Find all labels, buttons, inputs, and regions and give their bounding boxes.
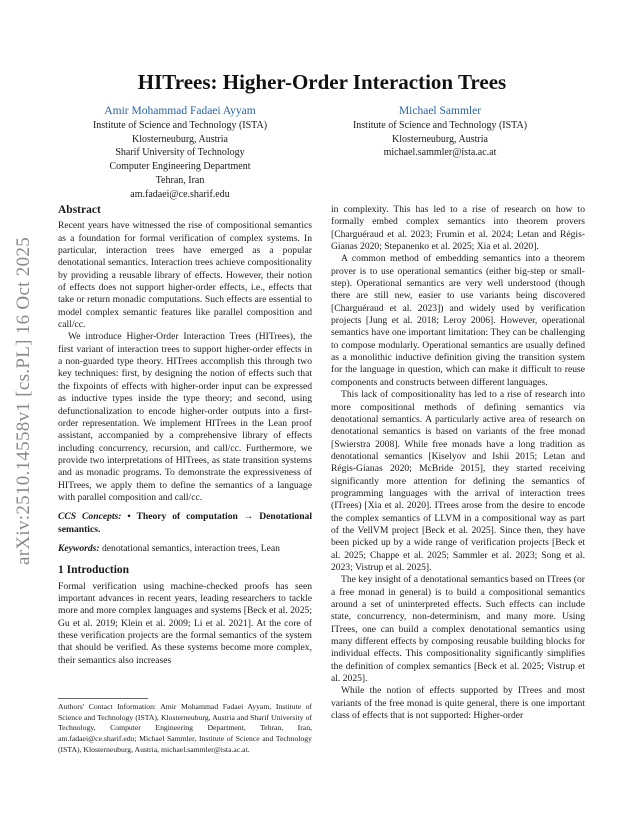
- footnote-rule: [58, 698, 148, 699]
- affiliation-line: Klosterneuburg, Austria: [132, 133, 228, 145]
- ccs-text: • Theory of computation → Denotational semantics.: [58, 511, 312, 535]
- affiliation-line: Institute of Science and Technology (ISTA): [92, 120, 268, 131]
- arxiv-sidebar: [2, 226, 46, 576]
- affiliation-line: Sharif University of Technology: [115, 147, 245, 159]
- affiliation-line: Klosterneuburg, Austria: [392, 133, 488, 145]
- ccs-concepts: [58, 511, 312, 536]
- body-paragraph: A common method of embedding semantics into a theorem prover is to use operational semantics (either big-step or small-step). Operational semantics are very well understood (though there are still new, easier to use variants being discovered [Charguéraud et al. 2023]) and widely used by verification projects [Jung et al. 2018; Leroy 2006]. However, operational semantics have one important limitation: They can be challenging to compose modularly. Operational semantics are usually defined as a monolithic inductive definition giving the transition system for the language in question, which can make it difficult to reuse components and constructs between different languages.: [331, 253, 585, 388]
- author-block-1: [80, 104, 280, 201]
- affiliation-line: Computer Engineering Department: [109, 161, 251, 173]
- right-column: [331, 204, 585, 722]
- affiliation-line: Tehran, Iran: [155, 174, 205, 186]
- body-paragraph: While the notion of effects supported by ITrees and most variants of the free monad is quite general, there is one important class of effects that is not supported: Higher-order: [331, 685, 585, 722]
- body-paragraph: in complexity. This has led to a rise of research on how to formally embed complex semantics into theorem provers [Charguéraud et al. 2023; Frumin et al. 2024; Letan and Régis-Gianas 2020; Stepanenko et al. 2025; Xia et al. 2020].: [331, 204, 585, 253]
- keywords-text: denotational semantics, interaction trees, Lean: [101, 542, 280, 554]
- abstract-heading: Abstract: [58, 204, 101, 216]
- arxiv-identifier: arXiv:2510.14558v1 [cs.PL] 16 Oct 2025: [13, 236, 34, 566]
- keywords: [58, 543, 312, 555]
- author-email: am.fadaei@ce.sharif.edu: [130, 188, 230, 200]
- author-block-2: [340, 104, 540, 160]
- left-column: [58, 204, 312, 667]
- body-paragraph: This lack of compositionality has led to a rise of research into more compositional methods of defining semantics via denotational semantics. A particularly active area of research on denotational semantics is based on variants of the free monad [Swierstra 2008]. While free monads have a long tradition as denotational semantics [Kiselyov and Ishii 2015; Letan and Régis-Gianas 2020; McBride 2015], they started receiving significantly more attention for defining the semantics of programming languages with the arrival of interaction trees (ITrees) [Xia et al. 2020]. ITrees arose from the desire to encode the complex semantics of LLVM in a compositional way as part of the VellVM project [Beck et al. 2025]. Since then, they have been picked up by a wide range of verification projects [Beck et al. 2025; Chappe et al. 2025; Sammler et al. 2023; Song et al. 2023; Vistrup et al. 2025].: [331, 389, 585, 573]
- author-name[interactable]: Michael Sammler: [398, 105, 482, 117]
- intro-paragraph: Formal verification using machine-checked proofs has seen important advances in recent years, leading researchers to tackle more and more complex languages and systems [Beck et al. 2025; Gu et al. 2019; Klein et al. 2009; Li et al. 2021]. At the core of these verification projects are the formal semantics of the system that should be verified. As these systems become more complex, their semantics also increases: [58, 580, 312, 666]
- ccs-label: CCS Concepts:: [58, 511, 122, 523]
- section-heading: 1 Introduction: [58, 564, 130, 577]
- paper-title: HITrees: Higher-Order Interaction Trees: [137, 70, 507, 94]
- footnote: Authors' Contact Information: Amir Mohammad Fadaei Ayyam, Institute of Science and Technology (ISTA), Klosterneuburg, Austria and Sharif University of Technology, Computer Engineering Department, Tehran, Iran, am.fadaei@ce.sharif.edu; Michael Sammler, Institute of Science and Technology (ISTA), Klosterneuburg, Austria, michael.sammler@ista.ac.at.: [58, 702, 312, 754]
- abstract-paragraph: We introduce Higher-Order Interaction Trees (HITrees), the first variant of interaction trees to support higher-order effects in a non-guarded type theory. HITrees accomplish this through two key techniques: first, by designing the notion of effects such that the fixpoints of effects with higher-order input can be expressed as inductive types inside the type theory; and second, using defunctionalization to encode higher-order outputs into a first-order representation. We implement HITrees in the Lean proof assistant, accompanied by a comprehensive library of effects including concurrency, recursion, and call/cc. Furthermore, we provide two interpretations of HITrees, as state transition systems and as monadic programs. To demonstrate the expressiveness of HITrees, we apply them to define the semantics of a language with parallel composition and call/cc.: [58, 331, 312, 503]
- author-email: michael.sammler@ista.ac.at: [383, 147, 497, 159]
- abstract-paragraph: Recent years have witnessed the rise of compositional semantics as a foundation for formal verification of complex systems. In particular, interaction trees have emerged as a popular denotational semantics. Interaction trees achieve compositionality by providing a reusable library of effects. However, their notion of effects does not support higher-order effects, i.e., effects that take or return monadic computations. Such effects are essential to model complex semantic features like parallel composition and call/cc.: [58, 220, 312, 331]
- affiliation-line: Institute of Science and Technology (ISTA): [352, 120, 528, 131]
- keywords-label: Keywords:: [58, 542, 100, 554]
- body-paragraph: The key insight of a denotational semantics based on ITrees (or a free monad in general) is to build a compositional semantics around a set of uninterpreted effects. Such effects can include state, concurrency, non-determinism, and many more. Using ITrees, one can build a complex denotational semantics using many different effects by composing reusable building blocks for individual effects. This compositionality significantly simplifies the definition of complex semantics [Beck et al. 2025; Vistrup et al. 2025].: [331, 574, 585, 685]
- author-name[interactable]: Amir Mohammad Fadaei Ayyam: [104, 105, 256, 117]
